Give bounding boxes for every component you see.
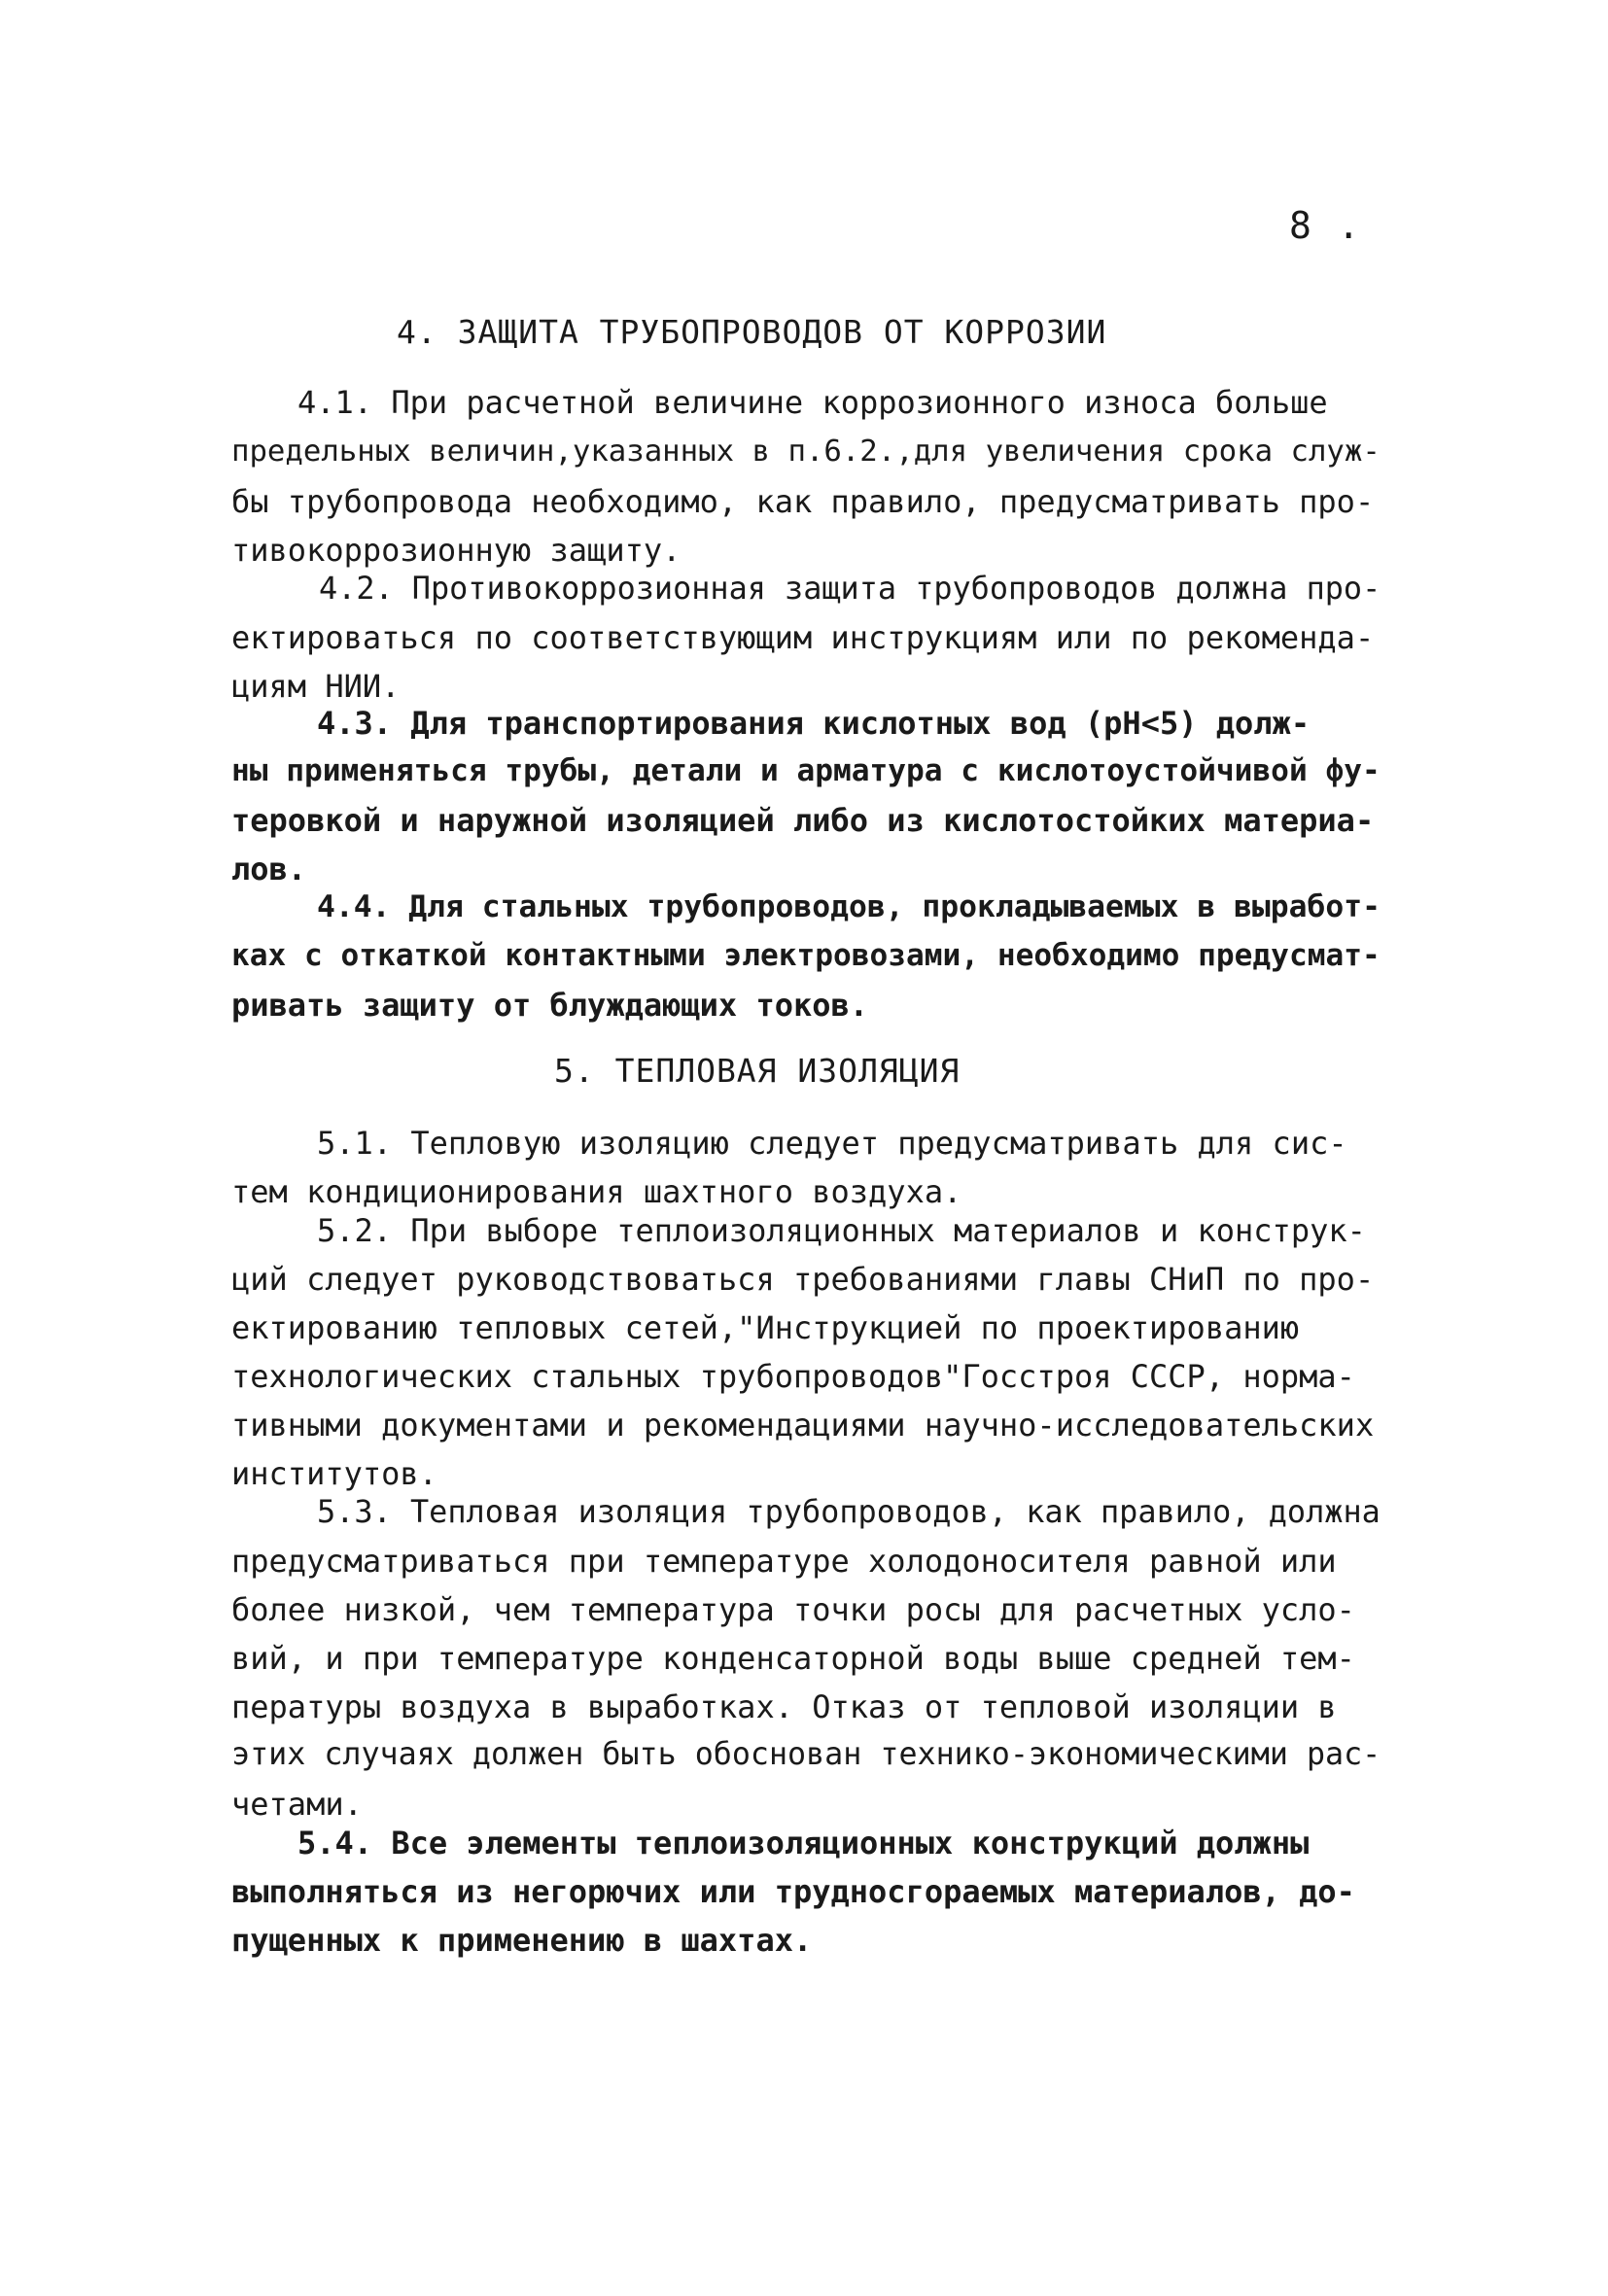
text-line: четами. (231, 1786, 363, 1823)
section-5-heading: 5. ТЕПЛОВАЯ ИЗОЛЯЦИЯ (554, 1052, 961, 1090)
text-line: ектироваться по соответствующим инструкциям или по рекоменда- (231, 619, 1375, 656)
text-line: выполняться из негорючих или трудносгораемых материалов, до- (231, 1873, 1355, 1910)
text-line: 4.4. Для стальных трубопроводов, прокладываемых в выработ- (317, 889, 1381, 924)
text-line: институтов. (231, 1455, 437, 1492)
text-line: циям НИИ. (231, 668, 401, 705)
text-line: 5.3. Тепловая изоляция трубопроводов, как правило, должна (317, 1493, 1381, 1530)
text-line: технологических стальных трубопроводов"Госстроя СССР, норма- (231, 1358, 1355, 1395)
text-line: предельных величин,указанных в п.6.2.,для увеличения срока служ- (231, 435, 1381, 469)
text-line: 5.1. Тепловую изоляцию следует предусматривать для сис- (317, 1125, 1347, 1162)
text-line: теровкой и наружной изоляцией либо из кислотостойких материа- (231, 802, 1375, 839)
text-line: 5.2. При выборе теплоизоляционных материалов и конструк- (317, 1212, 1366, 1249)
text-line: 4.1. При расчетной величине коррозионного износа больше (297, 384, 1328, 421)
text-line: лов. (231, 851, 307, 887)
text-line: ны применяться трубы, детали и арматура с кислотоустойчивой фу- (231, 753, 1381, 788)
text-line: пературы воздуха в выработках. Отказ от тепловой изоляции в (231, 1688, 1337, 1725)
text-line: этих случаях должен быть обоснован технико-экономическими рас- (231, 1737, 1381, 1772)
text-line: тем кондиционирования шахтного воздуха. (231, 1173, 962, 1210)
text-line: 4.2. Противокоррозионная защита трубопроводов должна про- (319, 570, 1381, 607)
text-line: пущенных к применению в шахтах. (231, 1922, 813, 1959)
text-line: предусматриваться при температуре холодоносителя равной или (231, 1543, 1337, 1580)
text-line: тивными документами и рекомендациями научно-исследовательских (231, 1407, 1375, 1444)
page-number: 8 . (1289, 204, 1362, 247)
section-4-heading: 4. ЗАЩИТА ТРУБОПРОВОДОВ ОТ КОРРОЗИИ (397, 313, 1107, 351)
text-line: ривать защиту от блуждающих токов. (231, 987, 869, 1024)
text-line: 5.4. Все элементы теплоизоляционных конструкций должны (297, 1825, 1310, 1861)
text-line: ций следует руководствоваться требованиями главы СНиП по про- (231, 1261, 1375, 1298)
text-line: ектированию тепловых сетей,"Инструкцией по проектированию (231, 1309, 1300, 1346)
text-line: более низкой, чем температура точки росы для расчетных усло- (231, 1591, 1355, 1628)
text-line: ках с откаткой контактными электровозами, необходимо предусмат- (231, 938, 1381, 973)
text-line: вий, и при температуре конденсаторной воды выше средней тем- (231, 1640, 1355, 1677)
text-line: 4.3. Для транспортирования кислотных вод (рН<5) долж- (317, 705, 1311, 742)
text-line: тивокоррозионную защиту. (231, 532, 682, 569)
text-line: бы трубопровода необходимо, как правило, предусматривать про- (231, 483, 1375, 520)
